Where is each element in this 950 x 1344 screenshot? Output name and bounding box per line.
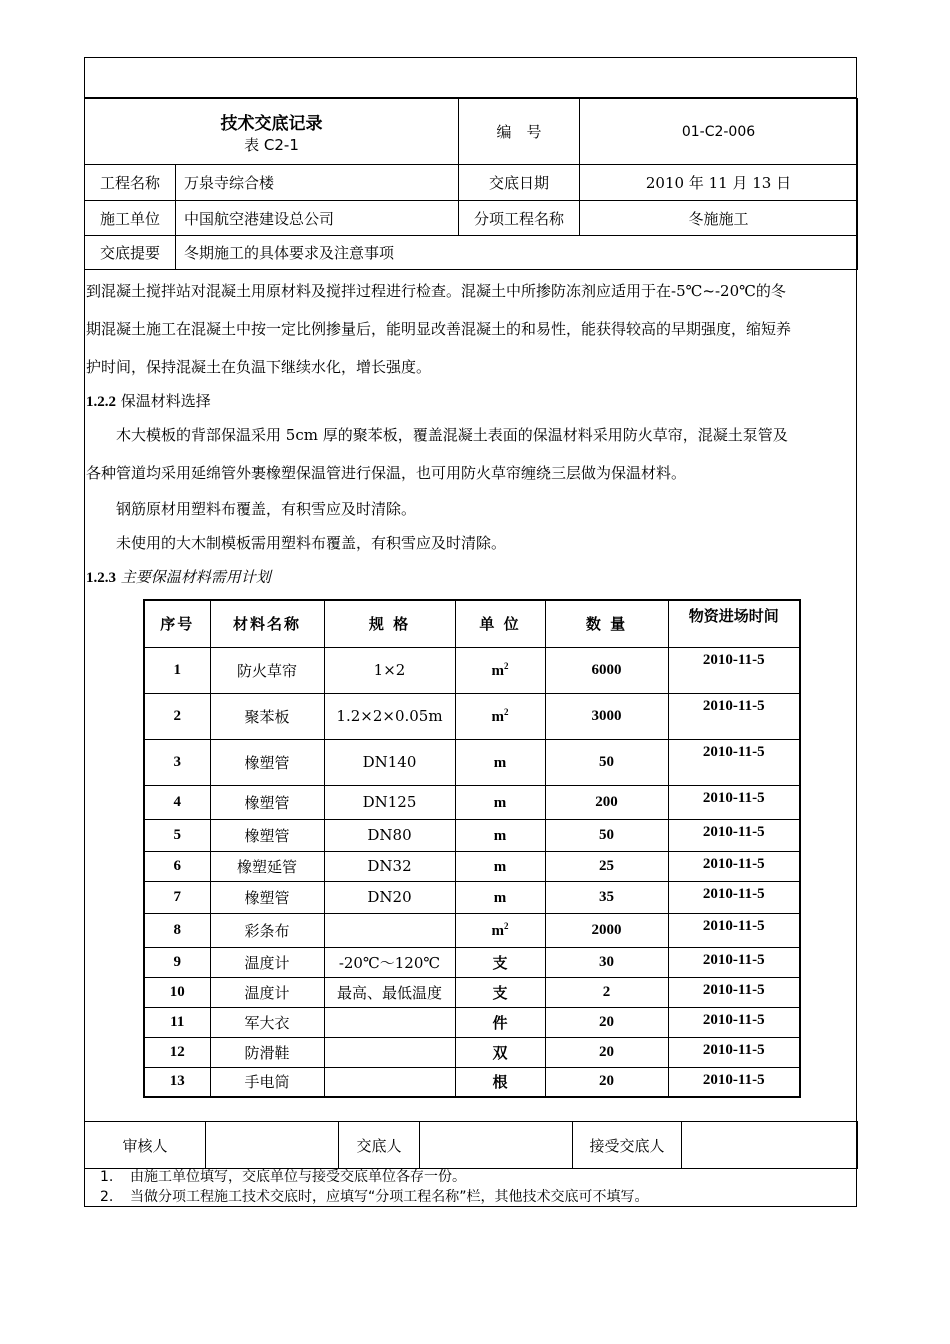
material-row xyxy=(144,1007,800,1037)
material-spec xyxy=(324,851,455,881)
material-name-text: 防火草帘 xyxy=(236,661,297,680)
material-unit xyxy=(455,819,545,851)
project-value: 万泉寺综合楼 xyxy=(176,165,459,201)
reviewer-field[interactable] xyxy=(206,1122,339,1169)
material-no xyxy=(144,1067,210,1097)
material-date xyxy=(668,693,800,739)
receiver-field[interactable] xyxy=(682,1122,858,1169)
material-row xyxy=(144,881,800,913)
material-qty xyxy=(545,947,668,977)
material-unit xyxy=(455,851,545,881)
material-name xyxy=(210,739,324,785)
material-qty-text: 2000 xyxy=(591,921,622,938)
material-date-text: 2010-11-5 xyxy=(702,1011,765,1028)
material-name xyxy=(210,819,324,851)
col-header: 单 位 xyxy=(455,600,545,647)
material-unit-text: m xyxy=(493,754,507,771)
note-text: 当做分项工程施工技术交底时，应填写“分项工程名称”栏，其他技术交底可不填写。 xyxy=(130,1189,649,1205)
material-qty xyxy=(545,819,668,851)
material-date-text: 2010-11-5 xyxy=(702,743,765,760)
material-qty xyxy=(545,1007,668,1037)
material-no xyxy=(144,1007,210,1037)
material-row xyxy=(144,739,800,785)
material-name-text: 聚苯板 xyxy=(244,707,290,726)
discloser-field[interactable] xyxy=(420,1122,573,1169)
material-name xyxy=(210,1037,324,1067)
material-no xyxy=(144,647,210,693)
material-name-text: 橡塑管 xyxy=(244,826,290,845)
col-header: 数 量 xyxy=(545,600,668,647)
material-spec-text: DN140 xyxy=(362,753,417,771)
date-value: 2010 年 11 月 13 日 xyxy=(580,165,858,201)
material-qty-text: 50 xyxy=(599,753,614,770)
material-date xyxy=(668,647,800,693)
material-spec xyxy=(324,977,455,1007)
date-label: 交底日期 xyxy=(459,165,580,201)
material-name xyxy=(210,947,324,977)
material-spec-text: 最高、最低温度 xyxy=(336,983,442,1002)
material-unit-text: m xyxy=(493,858,507,875)
note-text: 由施工单位填写，交底单位与接受交底单位各存一份。 xyxy=(130,1169,466,1185)
material-qty-text: 20 xyxy=(599,1013,614,1030)
paragraph-2: 钢筋原材用塑料布覆盖，有积雪应及时清除。 xyxy=(116,500,417,518)
material-date-text: 2010-11-5 xyxy=(702,885,765,902)
project-label: 工程名称 xyxy=(85,165,176,201)
material-unit-text: m xyxy=(493,889,507,906)
signature-table xyxy=(84,1121,858,1169)
material-name-text: 温度计 xyxy=(244,953,290,972)
material-qty-text: 20 xyxy=(599,1043,614,1060)
unit-superscript: 2 xyxy=(504,660,509,671)
material-date xyxy=(668,977,800,1007)
material-date xyxy=(668,881,800,913)
material-qty xyxy=(545,693,668,739)
material-date-text: 2010-11-5 xyxy=(702,981,765,998)
material-unit xyxy=(455,739,545,785)
unit-label: 施工单位 xyxy=(85,201,176,236)
number-label: 编 号 xyxy=(459,99,580,165)
material-name-text: 手电筒 xyxy=(244,1073,290,1092)
material-qty xyxy=(545,647,668,693)
material-unit-text: 支 xyxy=(492,983,508,1002)
material-date xyxy=(668,739,800,785)
material-no-text: 9 xyxy=(173,953,181,970)
note-item xyxy=(100,1187,649,1207)
material-name xyxy=(210,785,324,819)
material-date-text: 2010-11-5 xyxy=(702,855,765,872)
section-number: 1.2.3 xyxy=(86,570,116,586)
material-spec-text: DN125 xyxy=(362,793,417,811)
material-date xyxy=(668,1007,800,1037)
note-number: 1. xyxy=(100,1169,114,1185)
material-row xyxy=(144,819,800,851)
material-no-text: 6 xyxy=(173,857,181,874)
material-spec-text: 1×2 xyxy=(373,661,406,679)
form-code: 表 C2-1 xyxy=(244,135,299,154)
material-spec xyxy=(324,693,455,739)
material-unit xyxy=(455,881,545,913)
material-unit xyxy=(455,977,545,1007)
material-name xyxy=(210,881,324,913)
material-date xyxy=(668,947,800,977)
material-unit xyxy=(455,1067,545,1097)
sub-label: 分项工程名称 xyxy=(459,201,580,236)
material-row xyxy=(144,785,800,819)
material-date-text: 2010-11-5 xyxy=(702,789,765,806)
material-qty-text: 25 xyxy=(599,857,614,874)
material-spec xyxy=(324,947,455,977)
material-no xyxy=(144,977,210,1007)
section-1-2-2 xyxy=(86,390,856,413)
material-name xyxy=(210,1007,324,1037)
paragraph-3: 未使用的大木制模板需用塑料布覆盖，有积雪应及时清除。 xyxy=(116,534,507,552)
material-no xyxy=(144,881,210,913)
form-title: 技术交底记录 xyxy=(220,113,323,134)
body-line-3: 护时间，保持混凝土在负温下继续水化，增长强度。 xyxy=(86,358,432,376)
material-qty xyxy=(545,1067,668,1097)
material-date xyxy=(668,913,800,947)
material-name xyxy=(210,1067,324,1097)
material-spec-text: DN20 xyxy=(367,888,412,906)
material-date-text: 2010-11-5 xyxy=(702,1041,765,1058)
material-unit-text: 根 xyxy=(492,1073,508,1092)
paragraph-1a: 木大模板的背部保温采用 5cm 厚的聚苯板，覆盖混凝土表面的保温材料采用防火草帘，混凝土泵管及 xyxy=(116,426,788,444)
reviewer-label: 审核人 xyxy=(85,1122,206,1169)
number-value: 01-C2-006 xyxy=(580,99,858,165)
material-spec xyxy=(324,1067,455,1097)
material-qty xyxy=(545,739,668,785)
material-spec xyxy=(324,785,455,819)
material-date-text: 2010-11-5 xyxy=(702,697,765,714)
material-no-text: 13 xyxy=(169,1073,185,1090)
materials-header-row xyxy=(144,600,800,647)
material-no-text: 4 xyxy=(173,793,181,810)
title-cell xyxy=(85,99,459,165)
material-qty-text: 2 xyxy=(602,983,611,1000)
col-header: 物资进场时间 xyxy=(668,600,800,647)
material-spec-text: DN32 xyxy=(367,857,412,875)
body-line-1: 到混凝土搅拌站对混凝土用原材料及搅拌过程进行检查。混凝土中所掺防冻剂应适用于在-5℃~-20℃的冬 xyxy=(86,282,786,300)
material-no-text: 3 xyxy=(173,753,181,770)
material-date xyxy=(668,1067,800,1097)
material-date-text: 2010-11-5 xyxy=(702,917,765,934)
material-qty-text: 200 xyxy=(595,793,618,810)
material-qty-text: 3000 xyxy=(591,707,622,724)
material-name xyxy=(210,977,324,1007)
material-spec xyxy=(324,1007,455,1037)
material-unit-text: 支 xyxy=(492,953,508,972)
material-no xyxy=(144,913,210,947)
header-table xyxy=(84,98,858,270)
material-date xyxy=(668,785,800,819)
material-no xyxy=(144,739,210,785)
materials-table xyxy=(143,599,801,1098)
material-no-text: 11 xyxy=(170,1013,185,1030)
material-name-text: 温度计 xyxy=(244,983,290,1002)
material-name-text: 橡塑延管 xyxy=(236,857,297,876)
material-date xyxy=(668,851,800,881)
material-qty xyxy=(545,881,668,913)
material-unit-text: m xyxy=(493,794,507,811)
material-spec xyxy=(324,913,455,947)
material-date-text: 2010-11-5 xyxy=(702,1071,765,1088)
summary-value: 冬期施工的具体要求及注意事项 xyxy=(176,236,858,270)
material-row xyxy=(144,947,800,977)
material-name xyxy=(210,913,324,947)
material-date-text: 2010-11-5 xyxy=(702,951,765,968)
note-number: 2. xyxy=(100,1189,114,1205)
material-no xyxy=(144,819,210,851)
material-no-text: 1 xyxy=(173,661,181,678)
material-qty-text: 20 xyxy=(599,1073,614,1090)
material-date xyxy=(668,1037,800,1067)
material-date xyxy=(668,819,800,851)
material-row xyxy=(144,977,800,1007)
receiver-label: 接受交底人 xyxy=(573,1122,682,1169)
material-row xyxy=(144,1037,800,1067)
material-qty-text: 35 xyxy=(599,888,614,905)
material-unit xyxy=(455,785,545,819)
material-name-text: 军大衣 xyxy=(244,1013,290,1032)
material-unit-text: m xyxy=(491,708,504,725)
material-row xyxy=(144,693,800,739)
material-unit-text: 件 xyxy=(492,1013,508,1032)
material-unit xyxy=(455,693,545,739)
material-no-text: 7 xyxy=(173,888,181,905)
material-no xyxy=(144,693,210,739)
material-qty xyxy=(545,977,668,1007)
material-unit xyxy=(455,913,545,947)
material-name-text: 橡塑管 xyxy=(244,793,290,812)
material-qty-text: 50 xyxy=(599,826,614,843)
col-header: 材料名称 xyxy=(210,600,324,647)
sub-value: 冬施施工 xyxy=(580,201,858,236)
material-name-text: 彩条布 xyxy=(244,921,290,940)
material-qty xyxy=(545,785,668,819)
material-no xyxy=(144,947,210,977)
material-no xyxy=(144,1037,210,1067)
material-no-text: 10 xyxy=(169,983,185,1000)
material-no-text: 8 xyxy=(173,921,181,938)
material-unit xyxy=(455,947,545,977)
paragraph-1b: 各种管道均采用延绵管外裹橡塑保温管进行保温，也可用防火草帘缠绕三层做为保温材料。 xyxy=(86,464,687,482)
material-spec xyxy=(324,881,455,913)
material-spec xyxy=(324,647,455,693)
material-name xyxy=(210,851,324,881)
material-spec xyxy=(324,1037,455,1067)
material-date-text: 2010-11-5 xyxy=(702,823,765,840)
material-name xyxy=(210,693,324,739)
unit-value: 中国航空港建设总公司 xyxy=(176,201,459,236)
material-qty xyxy=(545,851,668,881)
material-row xyxy=(144,851,800,881)
col-header: 规 格 xyxy=(324,600,455,647)
unit-superscript: 2 xyxy=(504,920,509,931)
col-header: 序号 xyxy=(144,600,210,647)
note-item xyxy=(100,1167,649,1187)
material-spec-text: -20℃～120℃ xyxy=(338,953,441,972)
section-1-2-3 xyxy=(86,566,856,589)
material-unit xyxy=(455,647,545,693)
material-qty xyxy=(545,1037,668,1067)
material-unit xyxy=(455,1037,545,1067)
unit-superscript: 2 xyxy=(504,706,509,717)
material-qty xyxy=(545,913,668,947)
material-qty-text: 30 xyxy=(599,953,614,970)
discloser-label: 交底人 xyxy=(339,1122,420,1169)
material-unit xyxy=(455,1007,545,1037)
material-unit-text: m xyxy=(491,662,504,679)
notes xyxy=(100,1167,649,1207)
material-name-text: 橡塑管 xyxy=(244,888,290,907)
material-no-text: 5 xyxy=(173,826,181,843)
material-spec xyxy=(324,739,455,785)
section-title: 主要保温材料需用计划 xyxy=(116,568,271,586)
material-unit-text: m xyxy=(491,922,504,939)
material-spec-text: DN80 xyxy=(367,826,412,844)
section-number: 1.2.2 xyxy=(86,394,116,410)
material-unit-text: m xyxy=(493,827,507,844)
section-title: 保温材料选择 xyxy=(116,392,211,410)
material-no-text: 2 xyxy=(173,707,181,724)
summary-label: 交底提要 xyxy=(85,236,176,270)
material-no-text: 12 xyxy=(169,1043,185,1060)
material-spec-text: 1.2×2×0.05m xyxy=(336,707,443,725)
material-name xyxy=(210,647,324,693)
material-name-text: 防滑鞋 xyxy=(244,1043,290,1062)
material-name-text: 橡塑管 xyxy=(244,753,290,772)
material-no xyxy=(144,785,210,819)
material-qty-text: 6000 xyxy=(591,661,622,678)
material-row xyxy=(144,1067,800,1097)
material-unit-text: 双 xyxy=(492,1043,508,1062)
material-row xyxy=(144,913,800,947)
material-no xyxy=(144,851,210,881)
material-row xyxy=(144,647,800,693)
body-line-2: 期混凝土施工在混凝土中按一定比例掺量后，能明显改善混凝土的和易性，能获得较高的早期强度，缩短养 xyxy=(86,320,792,338)
material-spec xyxy=(324,819,455,851)
material-date-text: 2010-11-5 xyxy=(702,651,765,668)
